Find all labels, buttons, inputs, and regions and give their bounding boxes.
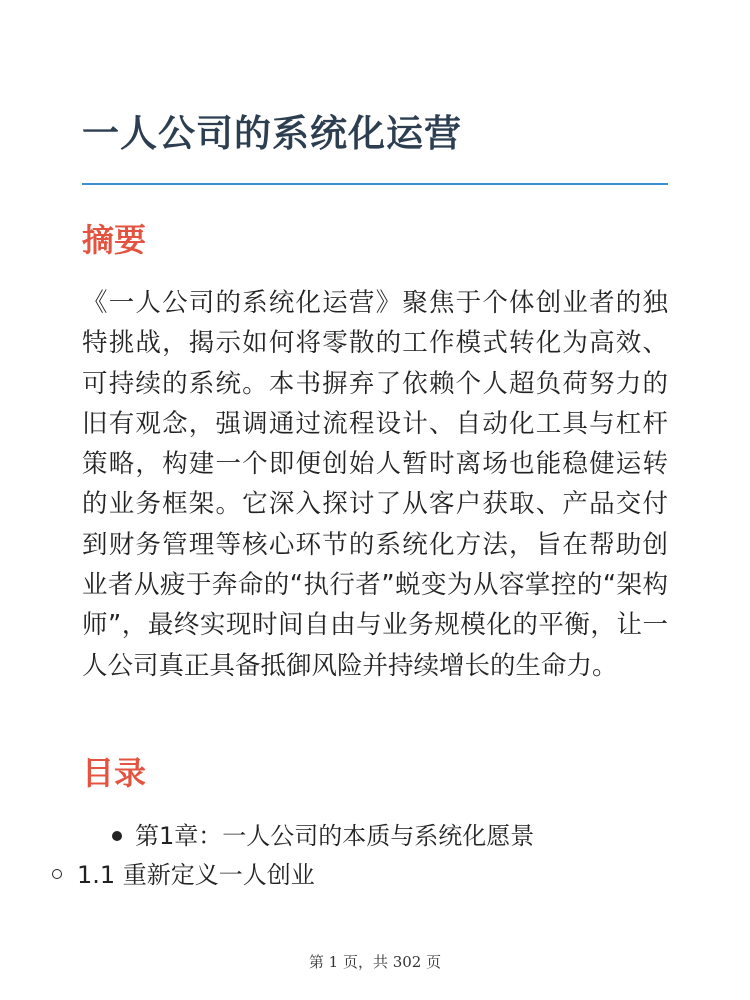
toc-heading: 目录 — [82, 754, 147, 792]
bullet-disc-icon — [112, 831, 122, 841]
toc-sublist — [52, 857, 315, 893]
bullet-circle-icon — [52, 869, 62, 879]
page-number-footer: 第 1 页，共 302 页 — [308, 953, 442, 971]
title-divider — [82, 183, 668, 185]
abstract-paragraph: 《一人公司的系统化运营》聚焦于个体创业者的独特挑战，揭示如何将零散的工作模式转化为高效、可持续的系统。本书摒弃了依赖个人超负荷努力的旧有观念，强调通过流程设计、自动化工具与杠杆策略，构建一个即便创始人暂时离场也能稳健运转的业务框架。它深入探讨了从客户获取、产品交付到财务管理等核心环节的系统化方法，旨在帮助创业者从疲于奔命的“执行者”蜕变为从容掌控的“架构师”，最终实现时间自由与业务规模化的平衡，让一人公司真正具备抵御风险并持续增长的生命力。 — [82, 288, 668, 681]
toc-list — [110, 818, 534, 854]
toc-chapter-label: 第1章：一人公司的本质与系统化愿景 — [135, 822, 535, 850]
toc-section-item[interactable] — [52, 857, 315, 893]
document-title: 一人公司的系统化运营 — [82, 112, 462, 155]
toc-chapter-item[interactable] — [110, 818, 534, 854]
abstract-heading: 摘要 — [82, 221, 147, 259]
toc-section-label: 1.1 重新定义一人创业 — [77, 861, 315, 889]
